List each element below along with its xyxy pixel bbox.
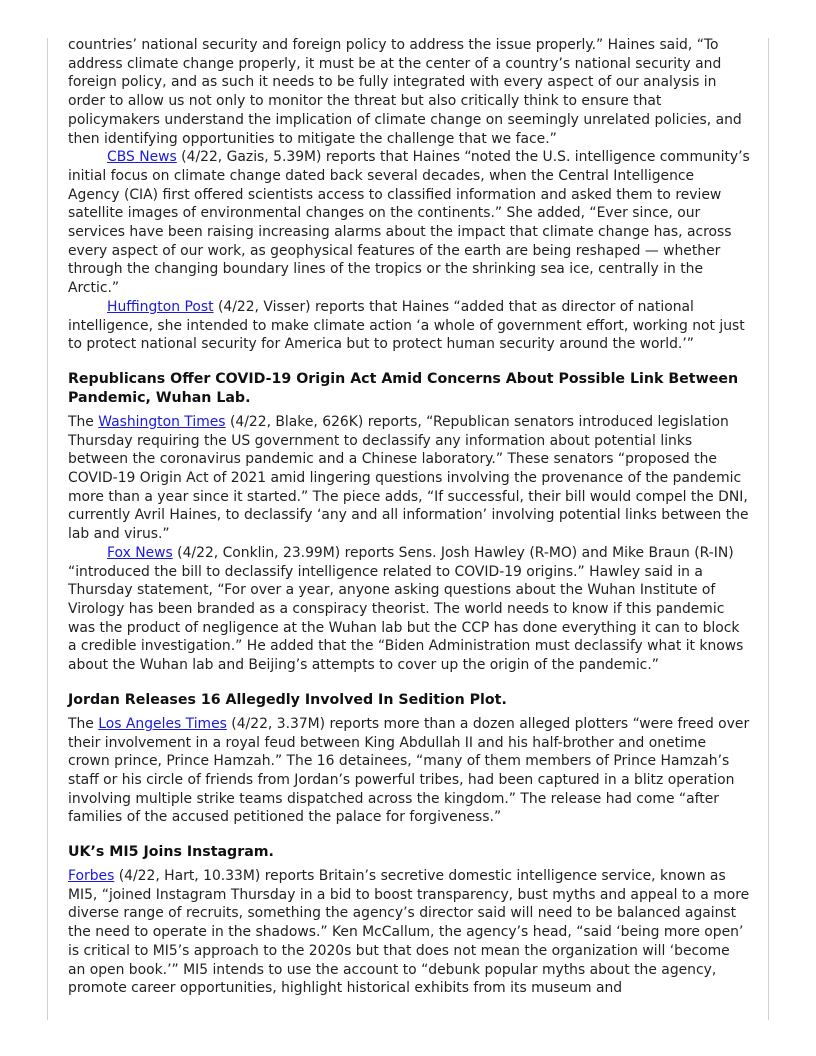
paragraph bbox=[68, 715, 750, 827]
paragraph bbox=[68, 544, 750, 675]
paragraph-prefix: The bbox=[68, 413, 99, 430]
source-link-cbs-news[interactable]: CBS News bbox=[107, 149, 177, 166]
right-margin-rule bbox=[768, 38, 769, 1020]
newsletter-body bbox=[68, 36, 750, 998]
paragraph bbox=[68, 867, 750, 998]
paragraph-text: (4/22, Visser) reports that Haines “added that as director of national intelligence, she intended to make climate action ‘a whole of government effort, working not just to protect national security for America but to protect human security around the world.’” bbox=[68, 298, 745, 353]
source-link-fox-news[interactable]: Fox News bbox=[107, 544, 173, 561]
paragraph bbox=[68, 298, 750, 354]
paragraph-continuation: countries’ national security and foreign policy to address the issue properly.” Haines said, “To address climate change properly, it must be at the center of a country’s national security and foreign policy, and as such it needs to be fully integrated with every aspect of our analysis in order to allow us not only to monitor the threat but also critically think to ensure that policymakers understand the implication of climate change on seemingly unrelated policies, and then identifying opportunities to mitigate the challenge that we face.” bbox=[68, 37, 742, 147]
article-headline: Jordan Releases 16 Allegedly Involved In Sedition Plot. bbox=[68, 691, 507, 708]
paragraph-text: (4/22, 3.37M) reports more than a dozen alleged plotters “were freed over their involvement in a royal feud between King Abdullah II and his half-brother and onetime crown prince, Prince Hamzah.” The 16 detainees, “many of them members of Prince Hamzah’s staff or his circle of friends from Jordan’s powerful tribes, had been captured in a blitz operation involving multiple strike teams dispatched across the kingdom.” The release had come “after families of the accused petitioned the palace for forgiveness.” bbox=[68, 715, 750, 826]
paragraph bbox=[68, 148, 750, 298]
paragraph bbox=[68, 413, 750, 544]
paragraph-text: (4/22, Gazis, 5.39M) reports that Haines “noted the U.S. intelligence community’s initial focus on climate change dated back several decades, when the Central Intelligence Agency (CIA) first offered scientists access to classified information and asked them to review satellite images of environmental changes on the continents.” She added, “Ever since, our services have been raising increasing alarms about the impact that climate change has, across every aspect of our work, as geophysical features of the earth are being reshaped — whether through the changing boundary lines of the tropics or the shrinking sea ice, centrally in the Arctic.” bbox=[68, 149, 750, 297]
paragraph-text: (4/22, Blake, 626K) reports, “Republican senators introduced legislation Thursday requiring the US government to declassify any information about potential links between the coronavirus pandemic and a Chinese laboratory.” These senators “proposed the COVID-19 Origin Act of 2021 amid lingering questions involving the provenance of the pandemic more than a year since it started.” The piece adds, “If successful, their bill would compel the DNI, currently Avril Haines, to declassify ‘any and all information’ involving potential links between the lab and virus.” bbox=[68, 413, 749, 543]
paragraph-prefix: The bbox=[68, 715, 99, 732]
paragraph-text: (4/22, Conklin, 23.99M) reports Sens. Josh Hawley (R-MO) and Mike Braun (R-IN) “introduced the bill to declassify intelligence related to COVID-19 origins.” Hawley said in a Thursday statement, “For over a year, anyone asking questions about the Wuhan Institute of Virology has been branded as a conspiracy theorist. The world needs to know if this pandemic was the product of negligence at the Wuhan lab but the CCP has done everything it can to block a credible investigation.” He added that the “Biden Administration must declassify what it knows about the Wuhan lab and Beijing’s attempts to cover up the origin of the pandemic.” bbox=[68, 544, 744, 674]
article-headline: Republicans Offer COVID-19 Origin Act Amid Concerns About Possible Link Between Pandemic, Wuhan Lab. bbox=[68, 370, 739, 406]
source-link-huffington-post[interactable]: Huffington Post bbox=[107, 298, 214, 315]
source-link-forbes[interactable]: Forbes bbox=[68, 868, 115, 885]
paragraph-text: (4/22, Hart, 10.33M) reports Britain’s secretive domestic intelligence service, known as MI5, “joined Instagram Thursday in a bid to boost transparency, bust myths and appeal to a more diverse range of recruits, something the agency’s director said will need to be balanced against the need to operate in the shadows.” Ken McCallum, the agency’s head, “said ‘being more open’ is critical to MI5’s approach to the 2020s but that does not mean the organization will ‘become an open book.’” MI5 intends to use the account to “debunk popular myths about the agency, promote career opportunities, highlight historical exhibits from its museum and bbox=[68, 868, 750, 997]
article-headline: UK’s MI5 Joins Instagram. bbox=[68, 844, 274, 861]
source-link-los-angeles-times[interactable]: Los Angeles Times bbox=[98, 715, 227, 732]
source-link-washington-times[interactable]: Washington Times bbox=[98, 413, 226, 430]
left-margin-rule bbox=[47, 38, 48, 1020]
